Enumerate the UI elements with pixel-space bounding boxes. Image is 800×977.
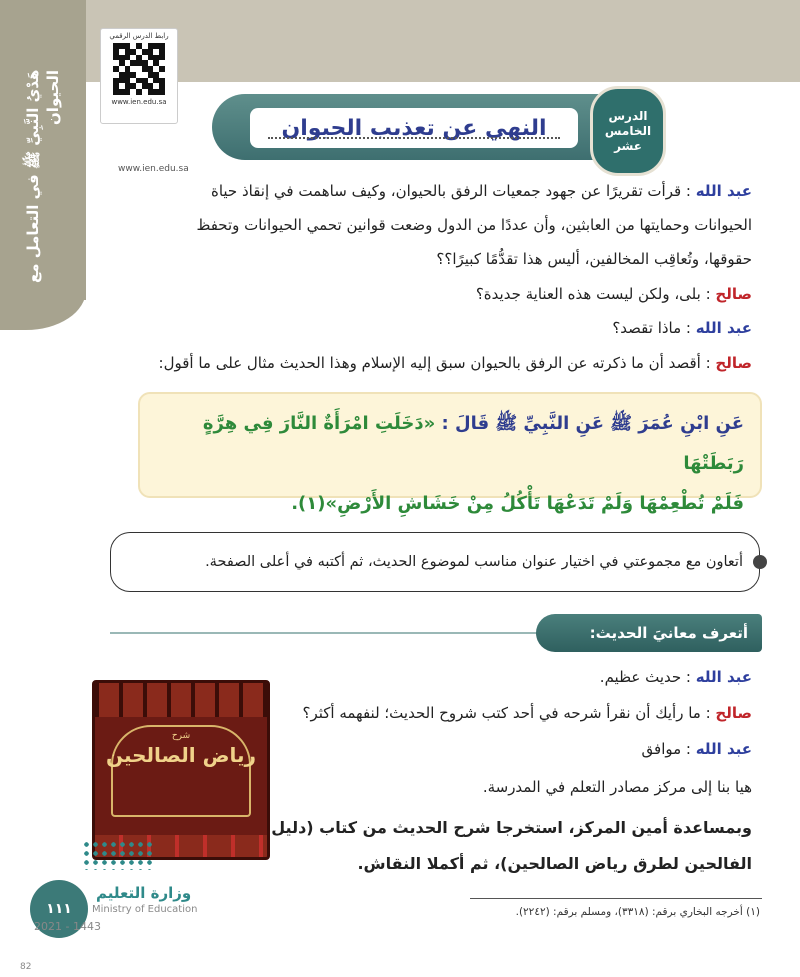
dialogue-line: صالح : ما رأيك أن نقرأ شرحه في أحد كتب شروح الحديث؛ لنفهمه أكثر؟ [302,704,752,722]
qr-label: رابط الدرس الرقمي [109,32,169,40]
lesson-title-box [250,108,578,148]
dialogue-line: صالح : بلى، ولكن ليست هذه العناية جديدة؟ [475,285,752,303]
section-heading: أتعرف معانيَ الحديث: [536,614,762,652]
ministry-logo-text: وزارة التعليم [96,884,192,902]
bullet-icon [753,555,767,569]
page-number: ١١١ [30,880,88,938]
activity-text: أتعاون مع مجموعتي في اختيار عنوان مناسب لموضوع الحديث، ثم أكتبه في أعلى الصفحة. [205,554,743,570]
dialogue-line: عبد الله : موافق [641,740,752,758]
qr-icon [113,43,165,95]
dialogue-line: عبد الله : ماذا تقصد؟ [612,319,752,337]
dialogue-line: الحيوانات وحمايتها من العابثين، وأن عددًا من الدول وضعت قوانين تحمي الحيوانات وتحفظ [196,216,752,234]
footnote-divider [470,898,762,899]
dialogue-line: عبد الله : حديث عظيم. [599,668,752,686]
site-url[interactable]: www.ien.edu.sa [118,164,189,174]
book-cover-top: شرح [171,731,191,741]
dots-decoration [82,840,156,870]
instruction-line-bold: وبمساعدة أمين المركز، استخرجا شرح الحديث من كتاب (دليل [271,818,752,837]
book-cover-title: رياض الصالحين [105,743,257,767]
corner-number: 82 [20,962,32,972]
hadith-box [138,392,762,514]
section-divider [110,632,540,634]
qr-url[interactable]: www.ien.edu.sa [111,98,167,106]
unit-title: هَدْيُ النَّبِيِّ ﷺ في التعامل مع الحيوان [24,70,62,284]
dialogue-line: عبد الله : قرأت تقريرًا عن جهود جمعيات الرفق بالحيوان، وكيف ساهمت في إنقاذ حياة [210,182,752,200]
hadith-line-1: عَنِ ابْنِ عُمَرَ ﷺ عَنِ النَّبِيِّ ﷺ قَالَ : «دَخَلَتِ امْرَأَةٌ النَّارَ فِي هِرَّةٍ رَبَطَتْهَا [202,413,744,474]
hadith-line-2: فَلَمْ تُطْعِمْهَا وَلَمْ تَدَعْهَا تَأْكُلُ مِنْ خَشَاشِ الأَرْضِ»(١). [291,493,744,514]
instruction-line: هيا بنا إلى مركز مصادر التعلم في المدرسة. [482,778,752,796]
instruction-line-bold: الفالحين لطرق رياض الصالحين)، ثم أكملا النقاش. [357,854,752,873]
dialogue-line: حقوقها، وتُعاقِب المخالفين، أليس هذا تقدُّمًا كبيرًا؟؟ [436,250,752,268]
activity-box [110,532,760,592]
qr-code-box[interactable] [100,28,178,124]
ministry-logo-en: Ministry of Education [92,904,198,915]
edition-years: 2021 - 1443 [34,920,101,933]
dialogue-line: صالح : أقصد أن ما ذكرته عن الرفق بالحيوان سبق إليه الإسلام وهذا الحديث مثال على ما أقول: [158,354,752,372]
book-cover-image [92,680,270,860]
lesson-title: النهي عن تعذيب الحيوان [281,115,547,141]
lesson-badge: الدرس الخامس عشر [590,86,666,176]
footnote: (١) أخرجه البخاري برقم: (٣٣١٨)، ومسلم برقم: (٢٢٤٢). [515,906,760,918]
